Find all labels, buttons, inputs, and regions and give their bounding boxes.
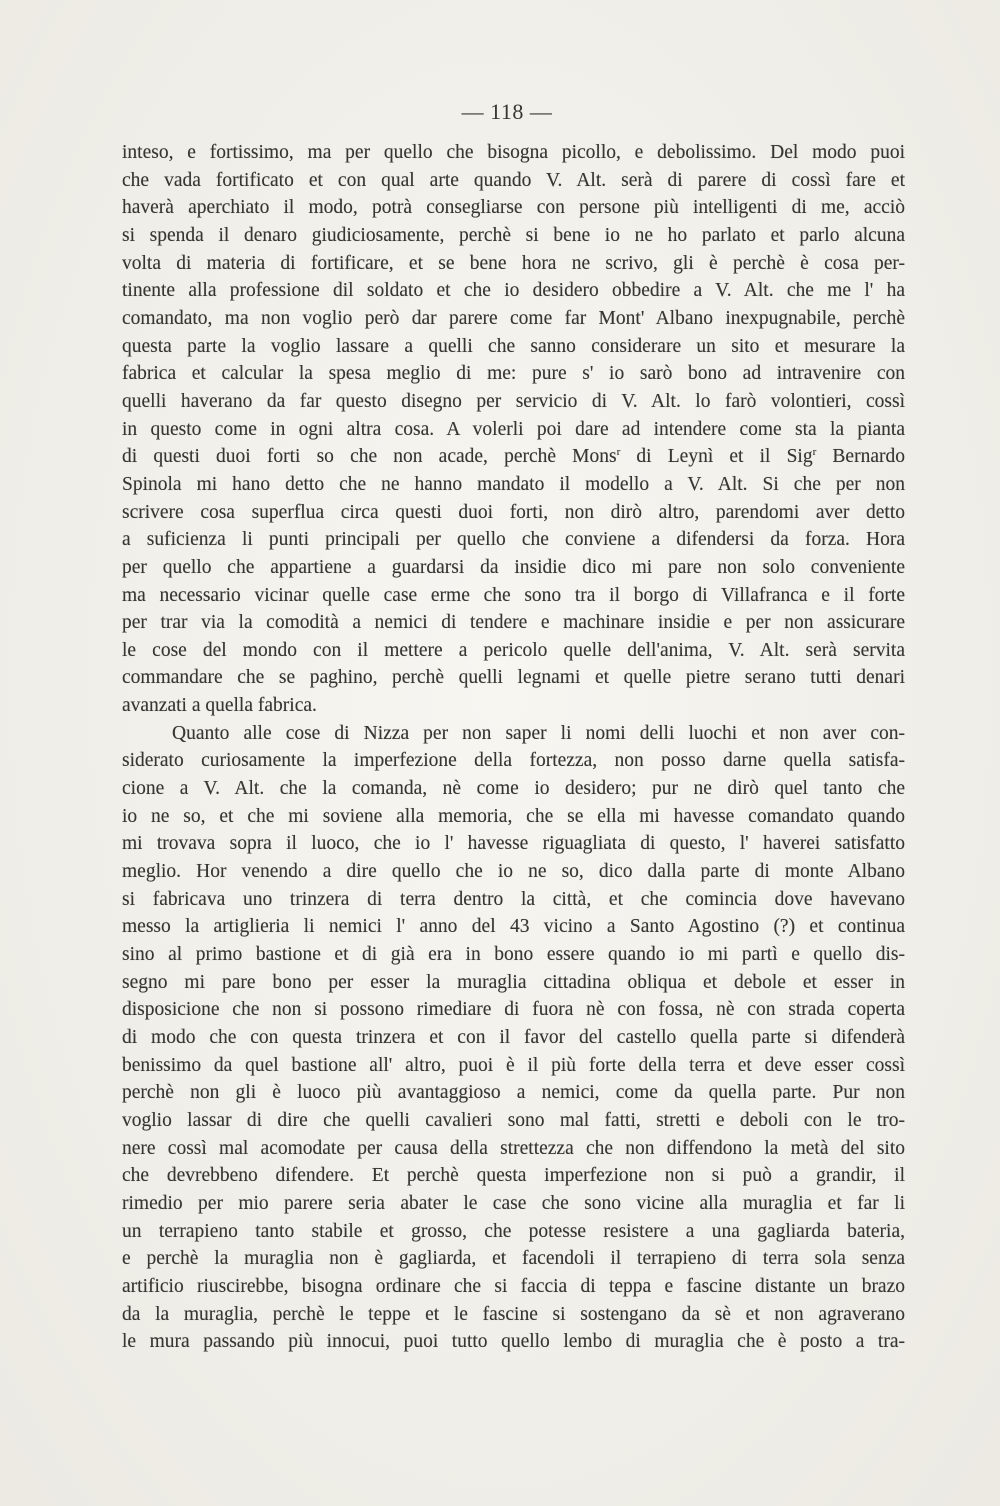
text-line: quelli haverano da far questo disegno per servicio di V. Alt. lo farò volontieri, cossì — [122, 390, 905, 412]
abbreviation-superscript: r — [616, 446, 621, 459]
text-line: si spenda il denaro giudiciosamente, perchè si bene io ne ho parlato et parlo alcuna — [122, 224, 905, 246]
text-line: di modo che con questa trinzera et con il favor del castello quella parte si difenderà — [122, 1027, 905, 1048]
text-line: questa parte la voglio lassare a quelli che sanno considerare un sito et mesurare la — [122, 335, 905, 357]
text-line: e perchè la muraglia non è gagliarda, et facendoli il terrapieno di terra sola senza — [122, 1248, 905, 1270]
text-line: haverà aperchiato il modo, potrà consegliarse con persone più intelligenti di me, acciò — [122, 197, 905, 219]
paragraph — [122, 139, 905, 720]
page-number: — 118 — — [461, 99, 553, 124]
text-line: inteso, e fortissimo, ma per quello che bisogna picollo, e debolissimo. Del modo puoi — [122, 142, 905, 163]
text-line: per quello che appartiene a guardarsi da insidie dico mi pare non solo conveniente — [122, 556, 905, 578]
text-line: in questo come in ogni altra cosa. A volerli poi dare ad intendere come sta la pianta — [122, 418, 905, 440]
text-line: segno mi pare bono per esser la muraglia cittadina obliqua et debole et esser in — [122, 971, 905, 993]
text-line: cione a V. Alt. che la comanda, nè come io desidero; pur ne dirò quel tanto che — [122, 778, 905, 800]
text-line: avanzati a quella fabrica. — [122, 695, 317, 717]
text-segment: Bernardo — [816, 446, 905, 468]
abbreviation-superscript: r — [812, 446, 817, 459]
text-line: mi trovava sopra il luoco, che io l' havesse riguagliata di questo, l' haverei satisfatto — [122, 833, 905, 855]
text-line: commandare che se paghino, perchè quelli legnami et quelle pietre serano tutti denari — [122, 667, 905, 689]
text-line: nere cossì mal acomodate per causa della strettezza che non diffendono la metà del sito — [122, 1137, 905, 1159]
text-line: voglio lassar di dire che quelli cavalieri sono mal fatti, stretti e deboli con le tro- — [122, 1109, 905, 1131]
text-line: perchè non gli è luoco più avantaggioso a nemici, come da quella parte. Pur non — [122, 1082, 905, 1104]
paragraph — [122, 720, 905, 1356]
text-segment: di Leynì et il Sig — [620, 446, 813, 468]
text-line: Spinola mi hano detto che ne hanno mandato il modello a V. Alt. Si che per non — [122, 473, 905, 495]
text-line: che vada fortificato et con qual arte quando V. Alt. serà di parere di cossì fare et — [122, 169, 905, 191]
text-line: a suficienza li punti principali per quello che conviene a difendersi da forza. Hora — [122, 529, 905, 551]
text-line: comandato, ma non voglio però dar parere come far Mont' Albano inexpugnabile, perchè — [122, 307, 905, 329]
text-line: benissimo da quel bastione all' altro, puoi è il più forte della terra et deve esser cossì — [122, 1054, 905, 1076]
text-line: che devrebbeno difendere. Et perchè questa imperfezione non si può a grandir, il — [122, 1165, 905, 1187]
text-line: siderato curiosamente la imperfezione della fortezza, non posso darne quella satisfa- — [122, 750, 905, 772]
text-line: meglio. Hor venendo a dire quello che io ne so, dico dalla parte di monte Albano — [122, 861, 905, 883]
text-line: volta di materia di fortificare, et se bene hora ne scrivo, gli è perchè è cosa per- — [122, 252, 905, 274]
text-line: Quanto alle cose di Nizza per non saper li nomi delli luochi et non aver con- — [172, 722, 905, 744]
body-text — [122, 139, 905, 1356]
text-line: io ne so, et che mi soviene alla memoria, che se ella mi havesse comandato quando — [122, 805, 905, 827]
text-line: un terrapieno tanto stabile et grosso, che potesse resistere a una gagliarda bateria, — [122, 1220, 905, 1242]
text-line: artificio riuscirebbe, bisogna ordinare che si faccia di teppa e fascine distante un brazo — [122, 1275, 905, 1297]
text-line: messo la artiglieria li nemici l' anno del 43 vicino a Santo Agostino (?) et continua — [122, 916, 905, 938]
text-line: da la muraglia, perchè le teppe et le fascine si sostengano da sè et non agraverano — [122, 1303, 905, 1325]
text-line: scrivere cosa superflua circa questi duoi forti, non dirò altro, parendomi aver detto — [122, 501, 905, 523]
text-line: sino al primo bastione et di già era in bono essere quando io mi partì e quello dis- — [122, 944, 905, 966]
text-line: rimedio per mio parere seria abater le case che sono vicine alla muraglia et far li — [122, 1192, 905, 1214]
text-line: si fabricava uno trinzera di terra dentro la città, et che comincia dove havevano — [122, 888, 905, 910]
text-line: le cose del mondo con il mettere a pericolo quelle dell'anima, V. Alt. serà servita — [122, 639, 905, 661]
text-line: le mura passando più innocui, puoi tutto quello lembo di muraglia che è posto a tra- — [122, 1331, 905, 1353]
text-line: ma necessario vicinar quelle case erme che sono tra il borgo di Villafranca e il forte — [122, 584, 905, 606]
text-segment: di questi duoi forti so che non acade, perchè Mons — [122, 446, 617, 468]
text-line: tinente alla professione dil soldato et che io desidero obbedire a V. Alt. che me l' ha — [122, 280, 905, 302]
text-line — [122, 443, 905, 471]
text-line: disposicione che non si possono rimediare di fuora nè con fossa, nè con strada coperta — [122, 999, 905, 1021]
text-line: per trar via la comodità a nemici di tendere e machinare insidie e per non assicurare — [122, 612, 905, 634]
text-line: fabrica et calcular la spesa meglio di me: pure s' io sarò bono ad intravenire con — [122, 363, 905, 385]
